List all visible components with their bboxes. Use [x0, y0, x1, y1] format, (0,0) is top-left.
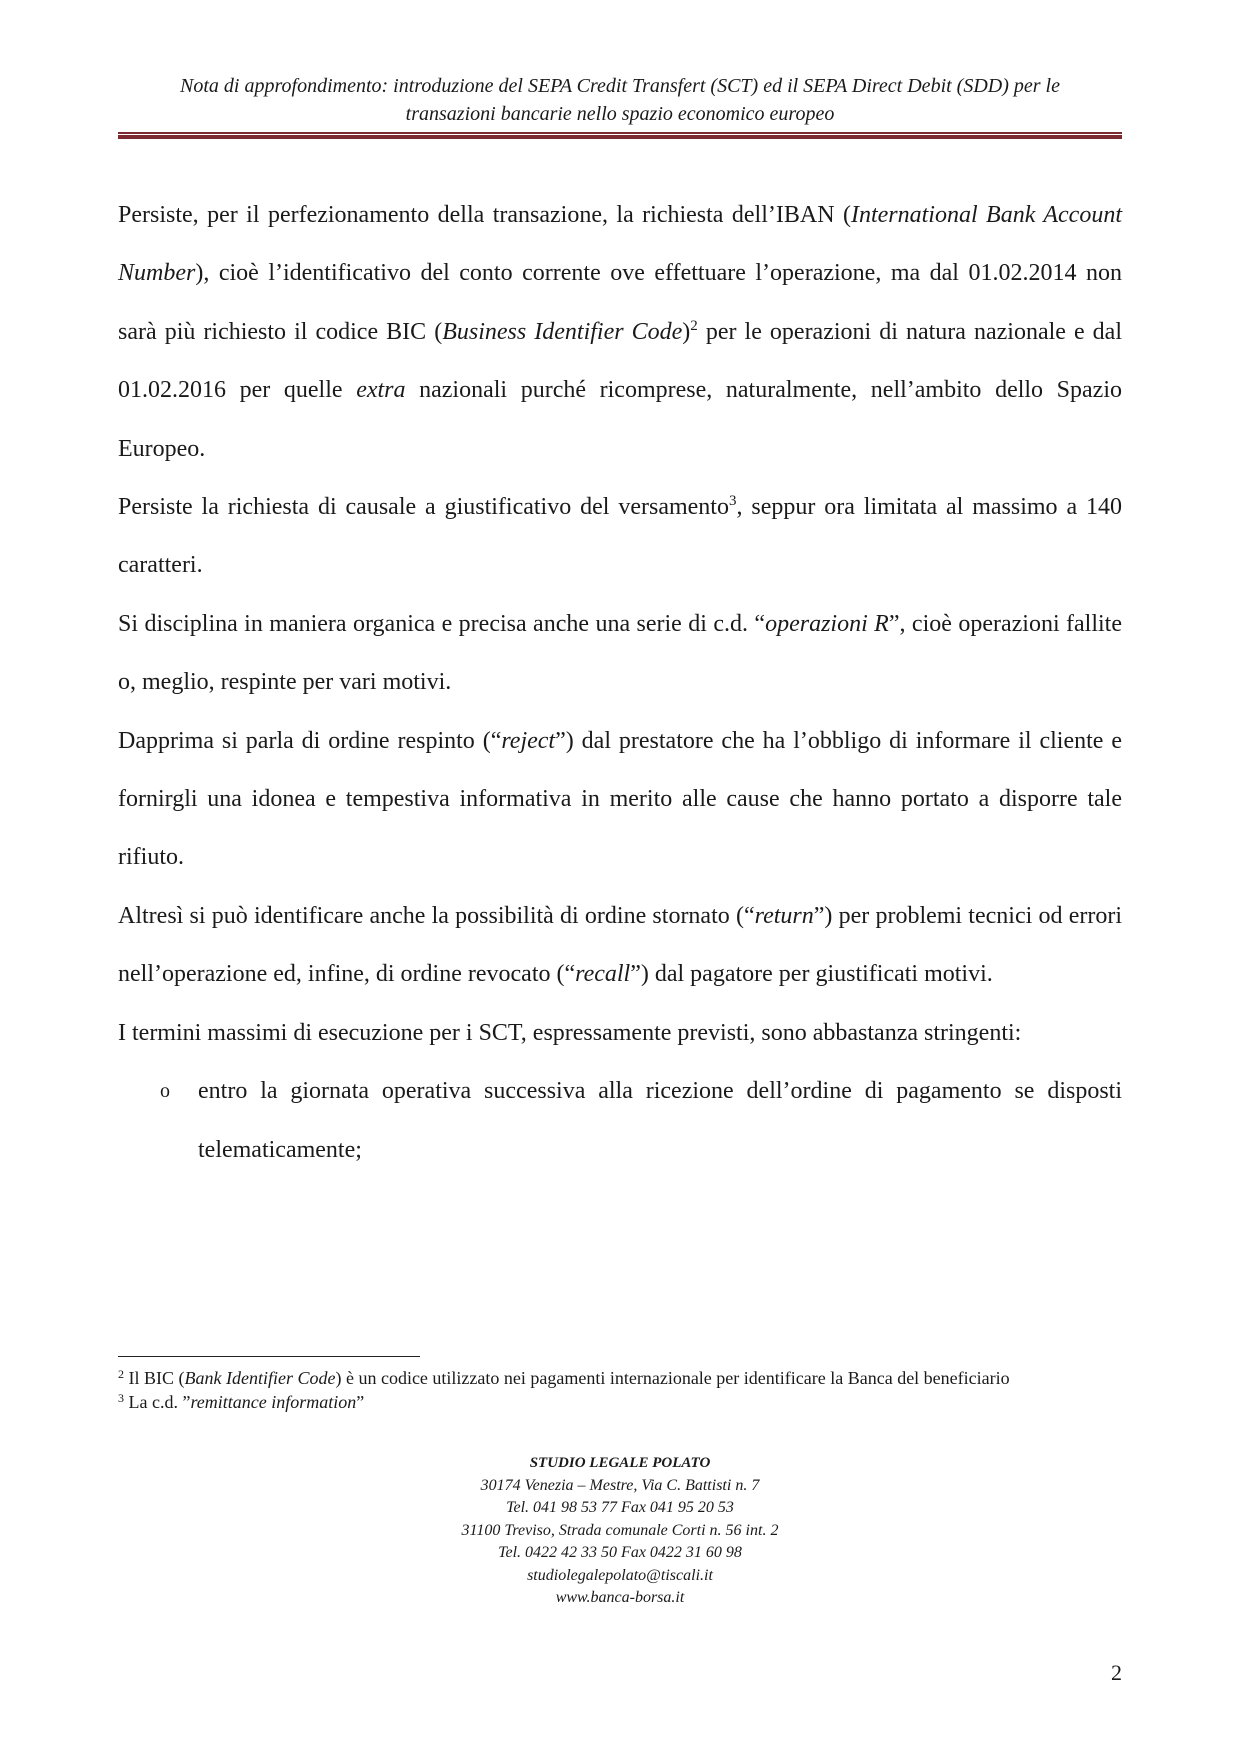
text-span: ”, cioè operazioni fallite o, meglio, respinte per vari motivi. [118, 610, 1122, 696]
text-span: ) [682, 318, 691, 345]
text-span: ”) dal pagatore per giustificati motivi. [630, 961, 993, 988]
text-span: ) è un codice utilizzato nei pagamenti internazionale per identificare la Banca del beneficiario [335, 1368, 1010, 1388]
paragraph-operazioni-r [118, 595, 1122, 712]
text-span: La c.d. ” [124, 1392, 191, 1412]
execution-terms-list [118, 1062, 1122, 1179]
paragraph-iban-bic [118, 186, 1122, 478]
italic-term: Bank Identifier Code [184, 1368, 336, 1388]
address-treviso: 31100 Treviso, Strada comunale Corti n. 56 int. 2 [461, 1521, 779, 1539]
footnote-number: 3 [118, 1391, 124, 1405]
italic-term: remittance information [190, 1392, 357, 1412]
paragraph-causale [118, 478, 1122, 595]
list-item-text: entro la giornata operativa successiva alla ricezione dell’ordine di pagamento se disposti telematicamente; [198, 1078, 1122, 1163]
paragraph-termini: I termini massimi di esecuzione per i SCT, espressamente previsti, sono abbastanza stringenti: [118, 1019, 1022, 1046]
phone-venezia: Tel. 041 98 53 77 Fax 041 95 20 53 [506, 1499, 734, 1516]
firm-name: STUDIO LEGALE POLATO [529, 1455, 711, 1471]
text-span: Dapprima si parla di ordine respinto (“ [118, 727, 502, 754]
address-venezia: 30174 Venezia – Mestre, Via C. Battisti n. 7 [480, 1476, 760, 1494]
italic-term: International Bank Account Number [118, 202, 1123, 287]
italic-term: recall [575, 961, 631, 988]
footnotes [118, 1366, 1122, 1414]
list-item [118, 1062, 1122, 1179]
footnote-2 [118, 1366, 1122, 1390]
footnote-ref-2[interactable]: 2 [690, 317, 698, 334]
website-link[interactable]: www.banca-borsa.it [555, 1589, 685, 1606]
running-header [118, 72, 1122, 128]
text-span: Persiste la richiesta di causale a giustificativo del versamento [118, 494, 729, 521]
bullet-icon: o [160, 1080, 170, 1103]
footnote-number: 2 [118, 1367, 124, 1381]
text-span: ”) dal prestatore che ha l’obbligo di informare il cliente e fornirgli una idonea e tempestiva informativa in merito alle cause che hanno portato a disporre tale rifiuto. [118, 727, 1122, 871]
paragraph-reject [118, 712, 1122, 887]
footnote-ref-3[interactable]: 3 [728, 493, 737, 510]
italic-term: reject [501, 727, 556, 754]
phone-treviso: Tel. 0422 42 33 50 Fax 0422 31 60 98 [498, 1544, 742, 1561]
footnote-separator [118, 1356, 420, 1357]
paragraph-return-recall [118, 887, 1122, 1004]
text-span: ), cioè l’identificativo del conto corrente ove effettuare l’operazione, ma dal 01.02.2014 non sarà più richiesto il codice BIC ( [118, 260, 1122, 345]
footnote-3 [118, 1390, 1122, 1414]
text-span: Si disciplina in maniera organica e precisa anche una serie di c.d. “ [118, 610, 766, 637]
header-divider-thick [118, 135, 1122, 139]
text-span: Altresì si può identificare anche la possibilità di ordine stornato (“ [118, 902, 755, 929]
italic-term: operazioni R [765, 610, 889, 637]
italic-term: Business Identifier Code [442, 318, 683, 345]
email-link[interactable]: studiolegalepolato@tiscali.it [527, 1566, 713, 1584]
document-body [118, 186, 1122, 1179]
header-divider-thin [118, 132, 1122, 134]
page-number: 2 [1111, 1660, 1122, 1685]
page-footer [118, 1452, 1122, 1610]
italic-term: return [754, 902, 814, 929]
italic-term: extra [356, 377, 406, 404]
text-span: nazionali purché ricomprese, naturalmente, nell’ambito dello Spazio Europeo. [118, 377, 1123, 462]
header-divider [118, 132, 1122, 140]
text-span: ”) per problemi tecnici od errori nell’operazione ed, infine, di ordine revocato (“ [118, 902, 1122, 988]
text-span: Il BIC ( [124, 1368, 185, 1388]
running-header-line-2: transazioni bancarie nello spazio economico europeo [405, 103, 835, 125]
text-span: Persiste, per il perfezionamento della transazione, la richiesta dell’IBAN ( [118, 202, 851, 228]
text-span: ” [356, 1392, 365, 1412]
text-span: , seppur ora limitata al massimo a 140 caratteri. [118, 494, 1122, 579]
text-span: per le operazioni di natura nazionale e dal 01.02.2016 per quelle [118, 318, 1123, 404]
running-header-line-1: Nota di approfondimento: introduzione del SEPA Credit Transfert (SCT) ed il SEPA Direct Debit (SDD) per le [180, 75, 1060, 97]
